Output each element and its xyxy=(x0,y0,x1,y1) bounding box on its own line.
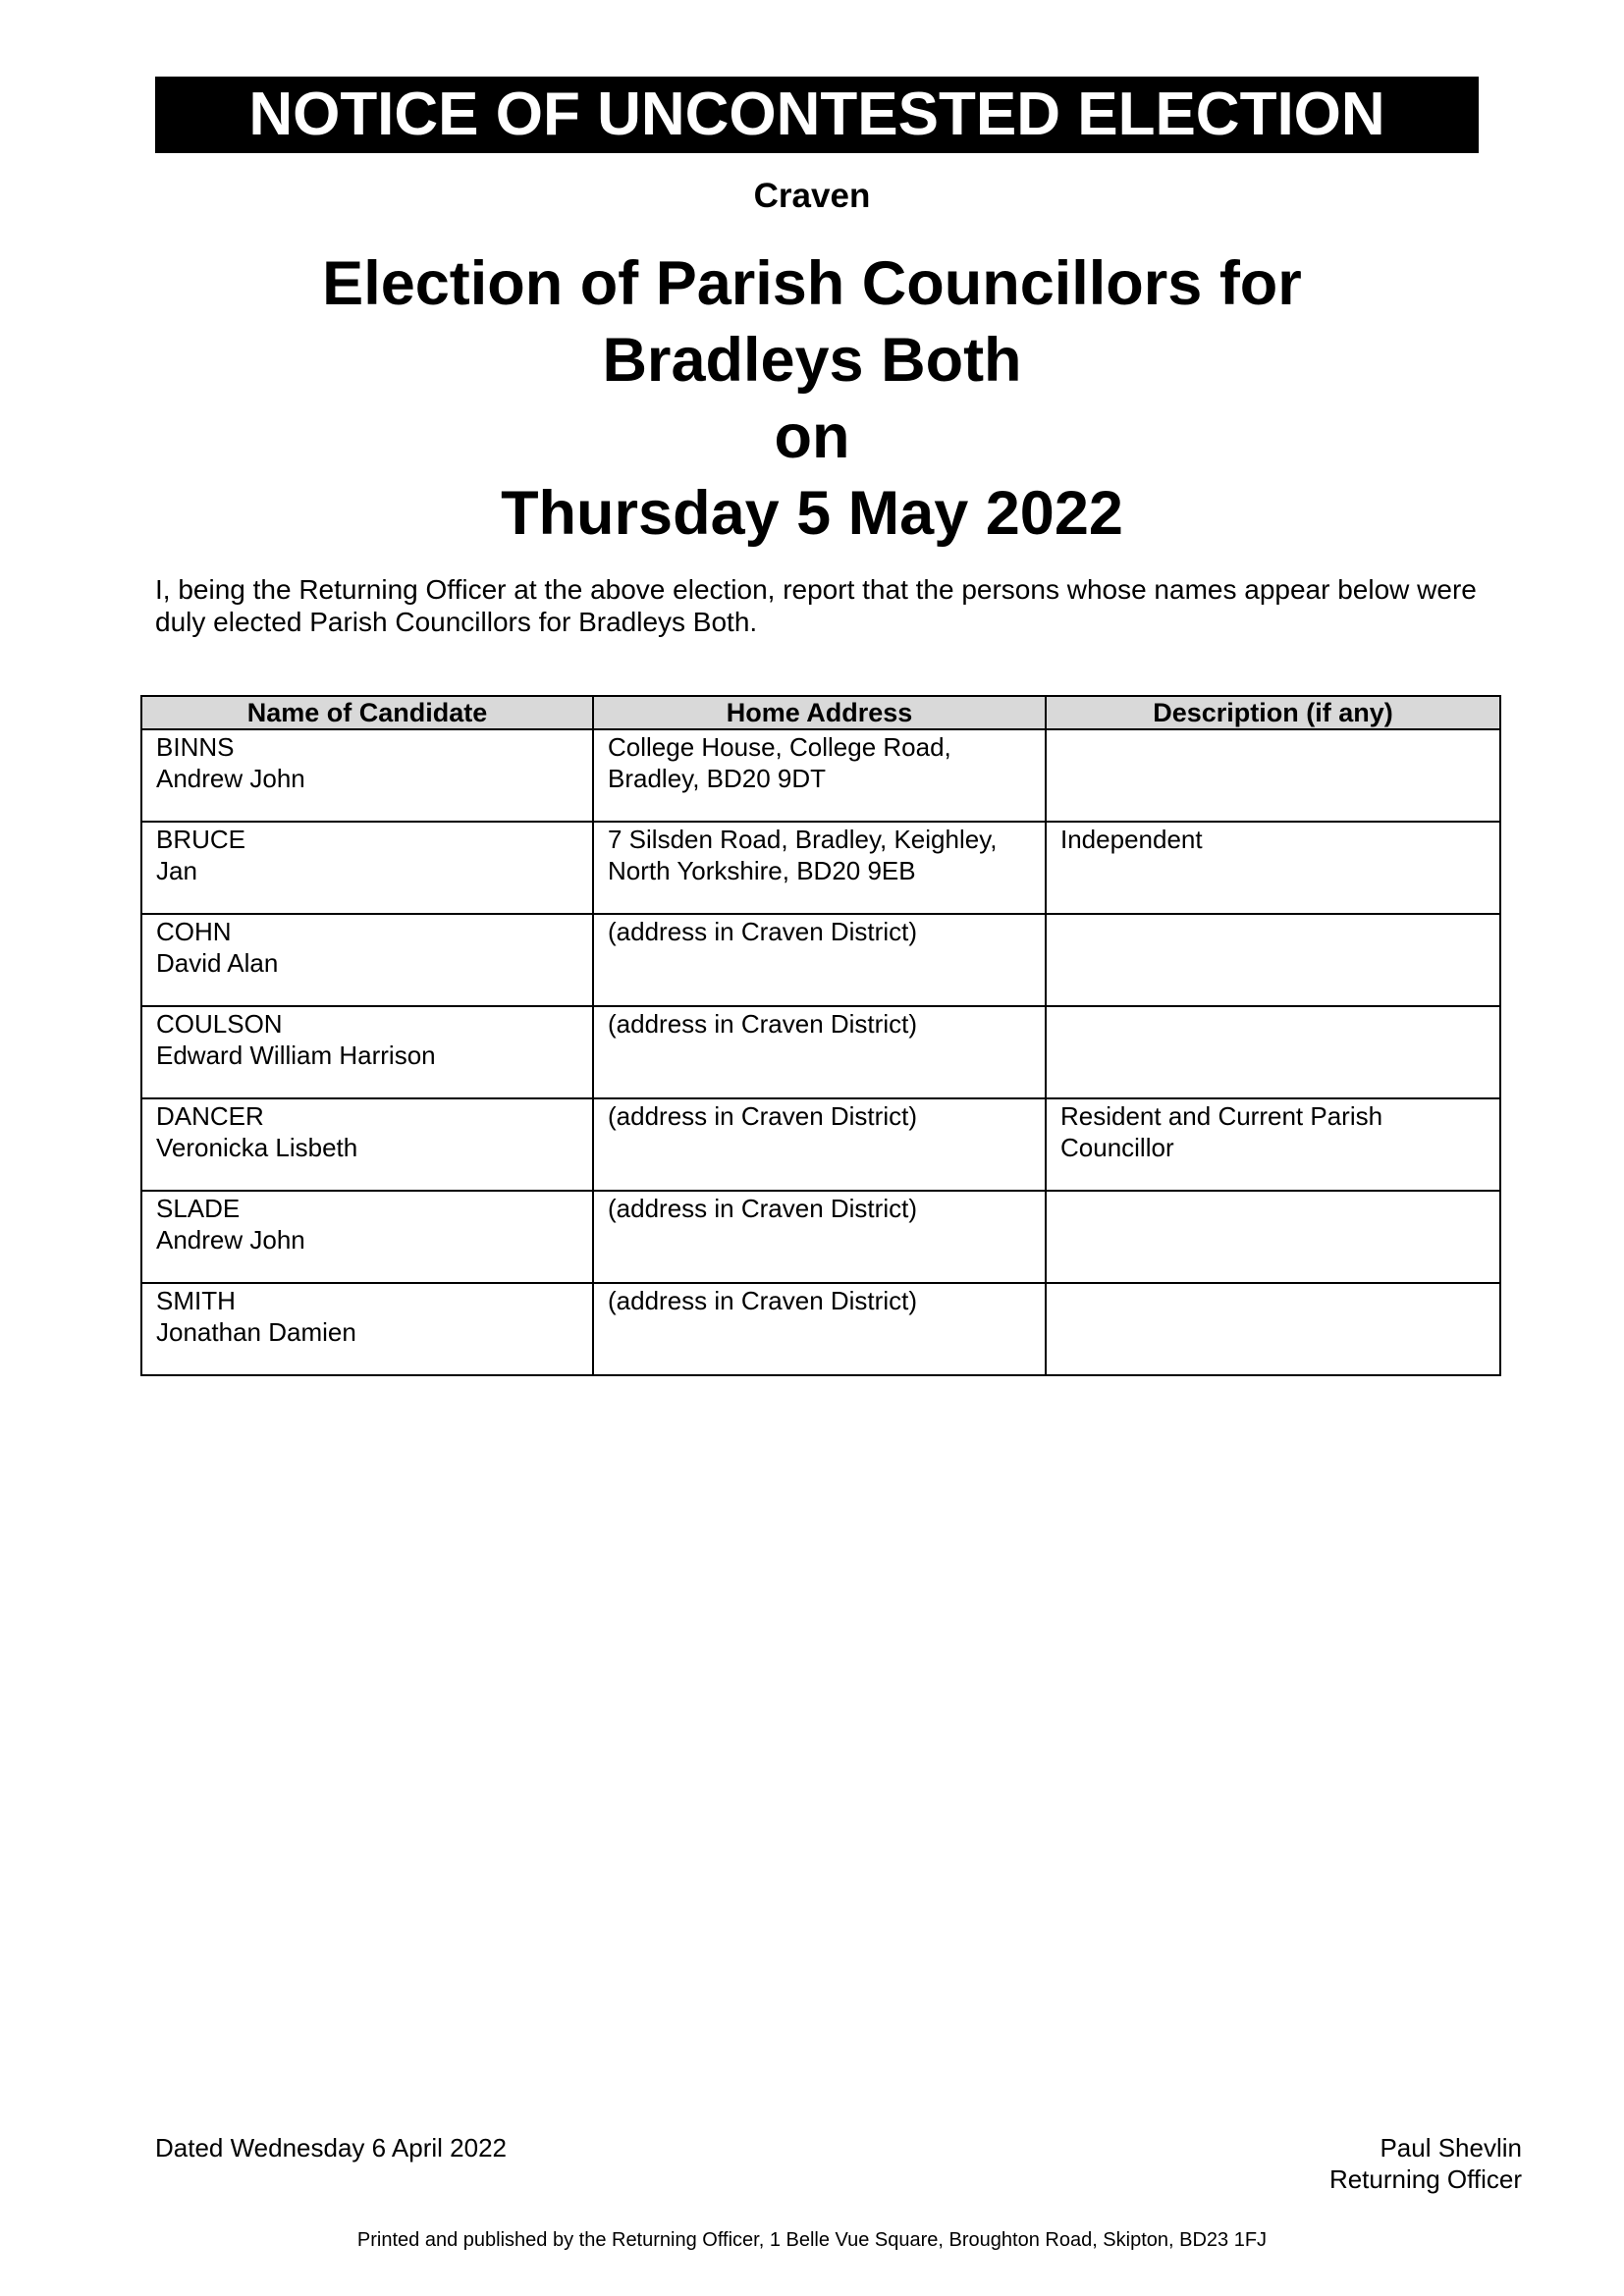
candidate-forenames: Edward William Harrison xyxy=(156,1041,436,1070)
election-heading-line-3: on xyxy=(774,402,850,471)
returning-officer-signature xyxy=(1329,2132,1522,2195)
candidate-name-cell xyxy=(141,1191,593,1283)
address-line: (address in Craven District) xyxy=(608,917,917,946)
candidate-name-cell xyxy=(141,1283,593,1375)
address-line: Bradley, BD20 9DT xyxy=(608,764,827,793)
candidate-name-cell xyxy=(141,1006,593,1098)
candidate-name-cell xyxy=(141,729,593,822)
dated-line: Dated Wednesday 6 April 2022 xyxy=(155,2133,507,2163)
candidate-forenames: Andrew John xyxy=(156,1225,305,1255)
candidate-description-cell xyxy=(1046,822,1500,914)
candidate-address-cell xyxy=(593,914,1046,1006)
address-line: North Yorkshire, BD20 9EB xyxy=(608,856,916,885)
candidate-address-cell xyxy=(593,1006,1046,1098)
candidate-surname: DANCER xyxy=(156,1101,264,1131)
candidate-forenames: Jan xyxy=(156,856,197,885)
column-header-address: Home Address xyxy=(593,696,1046,729)
table-row xyxy=(141,1283,1500,1375)
column-header-description: Description (if any) xyxy=(1046,696,1500,729)
description-line: Councillor xyxy=(1060,1133,1174,1162)
table-row xyxy=(141,914,1500,1006)
returning-officer-statement: I, being the Returning Officer at the above election, report that the persons whose names appear below were duly elected Parish Councillors for Bradleys Both. xyxy=(155,574,1477,637)
election-heading-line-1: Election of Parish Councillors for xyxy=(322,249,1302,318)
candidate-surname: COHN xyxy=(156,917,232,946)
candidate-description-cell xyxy=(1046,1283,1500,1375)
table-header-row xyxy=(141,696,1500,729)
candidate-surname: SMITH xyxy=(156,1286,236,1315)
address-line: (address in Craven District) xyxy=(608,1101,917,1131)
candidate-description-cell xyxy=(1046,729,1500,822)
address-line: 7 Silsden Road, Bradley, Keighley, xyxy=(608,825,998,854)
candidate-description-cell xyxy=(1046,1191,1500,1283)
candidate-name-cell xyxy=(141,914,593,1006)
candidate-address-cell xyxy=(593,729,1046,822)
candidate-description-cell xyxy=(1046,1098,1500,1191)
address-line: (address in Craven District) xyxy=(608,1009,917,1039)
candidate-surname: BRUCE xyxy=(156,825,246,854)
table-row xyxy=(141,729,1500,822)
election-date-heading: Thursday 5 May 2022 xyxy=(501,479,1123,548)
address-line: (address in Craven District) xyxy=(608,1286,917,1315)
candidate-surname: SLADE xyxy=(156,1194,241,1223)
candidate-address-cell xyxy=(593,1191,1046,1283)
candidate-address-cell xyxy=(593,1098,1046,1191)
officer-title: Returning Officer xyxy=(1328,2164,1522,2194)
candidate-address-cell xyxy=(593,1283,1046,1375)
table-row xyxy=(141,1006,1500,1098)
column-header-name: Name of Candidate xyxy=(141,696,593,729)
description-line: Independent xyxy=(1060,825,1203,854)
candidate-description-cell xyxy=(1046,914,1500,1006)
candidate-name-cell xyxy=(141,822,593,914)
table-row xyxy=(141,1191,1500,1283)
candidate-description-cell xyxy=(1046,1006,1500,1098)
address-line: College House, College Road, xyxy=(608,732,951,762)
candidate-forenames: Andrew John xyxy=(156,764,305,793)
table-row xyxy=(141,822,1500,914)
candidate-forenames: Jonathan Damien xyxy=(156,1317,356,1347)
officer-name: Paul Shevlin xyxy=(1380,2133,1522,2163)
election-heading-line-2: Bradleys Both xyxy=(602,326,1022,395)
notice-banner: NOTICE OF UNCONTESTED ELECTION xyxy=(155,77,1479,153)
imprint-line: Printed and published by the Returning Officer, 1 Belle Vue Square, Broughton Road, Skipton, BD23 1FJ xyxy=(356,2229,1268,2251)
candidate-address-cell xyxy=(593,822,1046,914)
address-line: (address in Craven District) xyxy=(608,1194,917,1223)
description-line: Resident and Current Parish xyxy=(1060,1101,1383,1131)
candidate-surname: BINNS xyxy=(156,732,235,762)
candidate-forenames: David Alan xyxy=(156,948,279,978)
table-row xyxy=(141,1098,1500,1191)
candidate-name-cell xyxy=(141,1098,593,1191)
candidates-table xyxy=(140,695,1501,1376)
candidate-surname: COULSON xyxy=(156,1009,283,1039)
candidate-forenames: Veronicka Lisbeth xyxy=(156,1133,358,1162)
area-name: Craven xyxy=(753,177,871,215)
